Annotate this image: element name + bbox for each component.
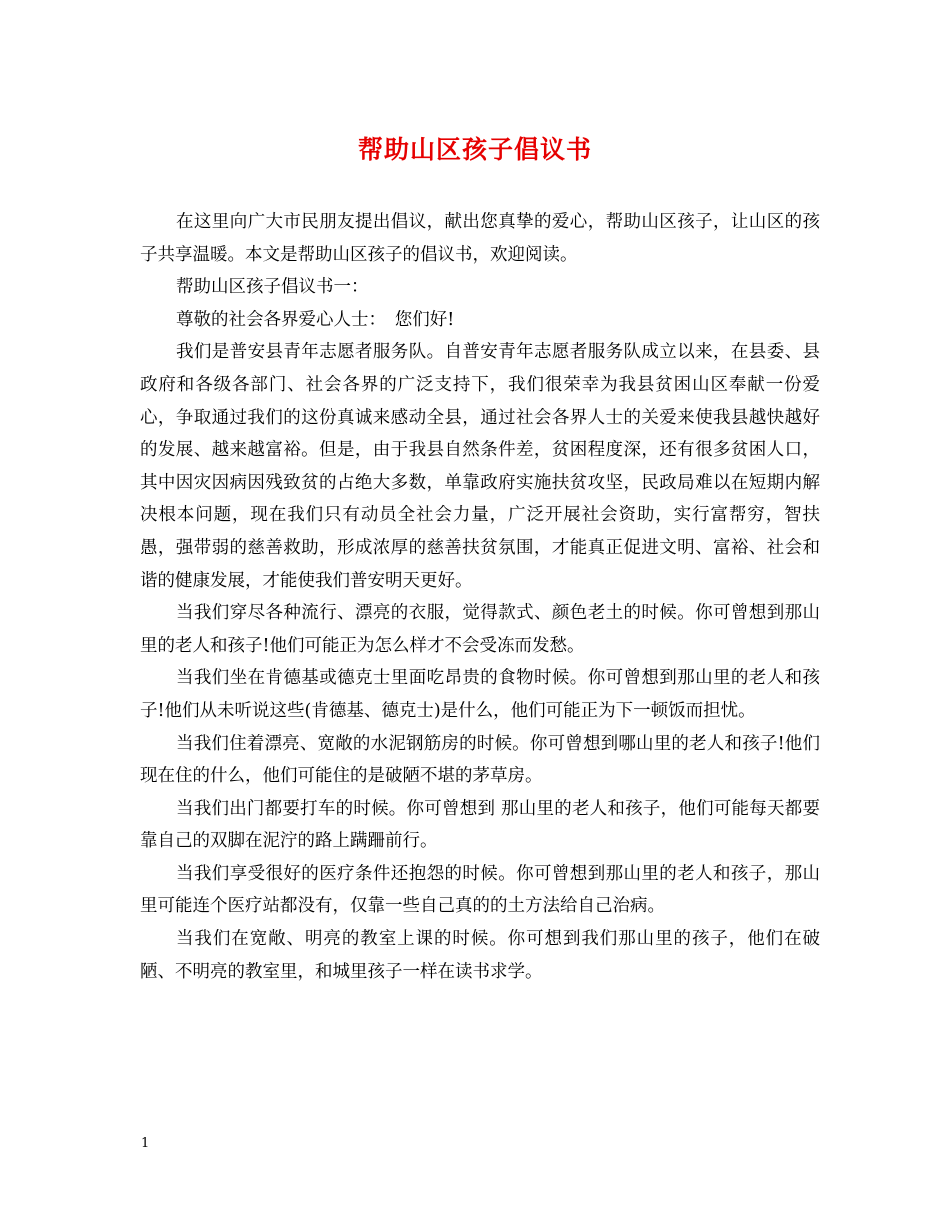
paragraph-subtitle: 帮助山区孩子倡议书一： [176, 277, 369, 298]
paragraph-education: 当我们在宽敞、明亮的教室上课的时候。你可想到我们那山里的孩子，他们在破陋、不明亮的教室里，和城里孩子一样在读书求学。 [140, 929, 820, 982]
paragraph-volunteer-team: 我们是普安县青年志愿者服务队。自普安青年志愿者服务队成立以来，在县委、县政府和各级各部门、社会各界的广泛支持下，我们很荣幸为我县贫困山区奉献一份爱心，争取通过我们的这份真诚来感动全县，通过社会各界人士的关爱来使我县越快越好的发展、越来越富裕。但是，由于我县自然条件差，贫困程度深，还有很多贫困人口，其中因灾因病因残致贫的占绝大多数，单靠政府实施扶贫攻坚，民政局难以在短期内解决根本问题，现在我们只有动员全社会力量，广泛开展社会资助，实行富帮穷，智扶愚，强带弱的慈善救助，形成浓厚的慈善扶贫氛围，才能真正促进文明、富裕、社会和谐的健康发展，才能使我们普安明天更好。 [140, 342, 820, 591]
paragraph-housing: 当我们住着漂亮、宽敞的水泥钢筋房的时候。你可曾想到哪山里的老人和孩子!他们现在住的什么，他们可能住的是破陋不堪的茅草房。 [140, 733, 820, 787]
paragraph-food: 当我们坐在肯德基或德克士里面吃昂贵的食物时候。你可曾想到那山里的老人和孩子!他们从未听说这些(肯德基、德克士)是什么，他们可能正为下一顿饭而担忧。 [140, 668, 820, 721]
paragraph-clothing: 当我们穿尽各种流行、漂亮的衣服，觉得款式、颜色老土的时候。你可曾想到那山里的老人和孩子!他们可能正为怎么样才不会受冻而发愁。 [140, 603, 820, 656]
paragraph-transport: 当我们出门都要打车的时候。你可曾想到 那山里的老人和孩子，他们可能每天都要靠自己的双脚在泥泞的路上蹒跚前行。 [140, 798, 820, 852]
paragraph-salutation: 尊敬的社会各界爱心人士： 您们好! [176, 309, 455, 330]
document-title: 帮助山区孩子倡议书 [357, 135, 592, 164]
paragraph-intro: 在这里向广大市民朋友提出倡议，献出您真挚的爱心，帮助山区孩子，让山区的孩子共享温暖。本文是帮助山区孩子的倡议书，欢迎阅读。 [140, 212, 820, 265]
document-body [140, 206, 820, 988]
page-number: 1 [141, 1136, 150, 1151]
paragraph-medical: 当我们享受很好的医疗条件还抱怨的时候。你可曾想到那山里的老人和孩子，那山里可能连个医疗站都没有，仅靠一些自己真的的土方法给自己治病。 [140, 863, 820, 917]
